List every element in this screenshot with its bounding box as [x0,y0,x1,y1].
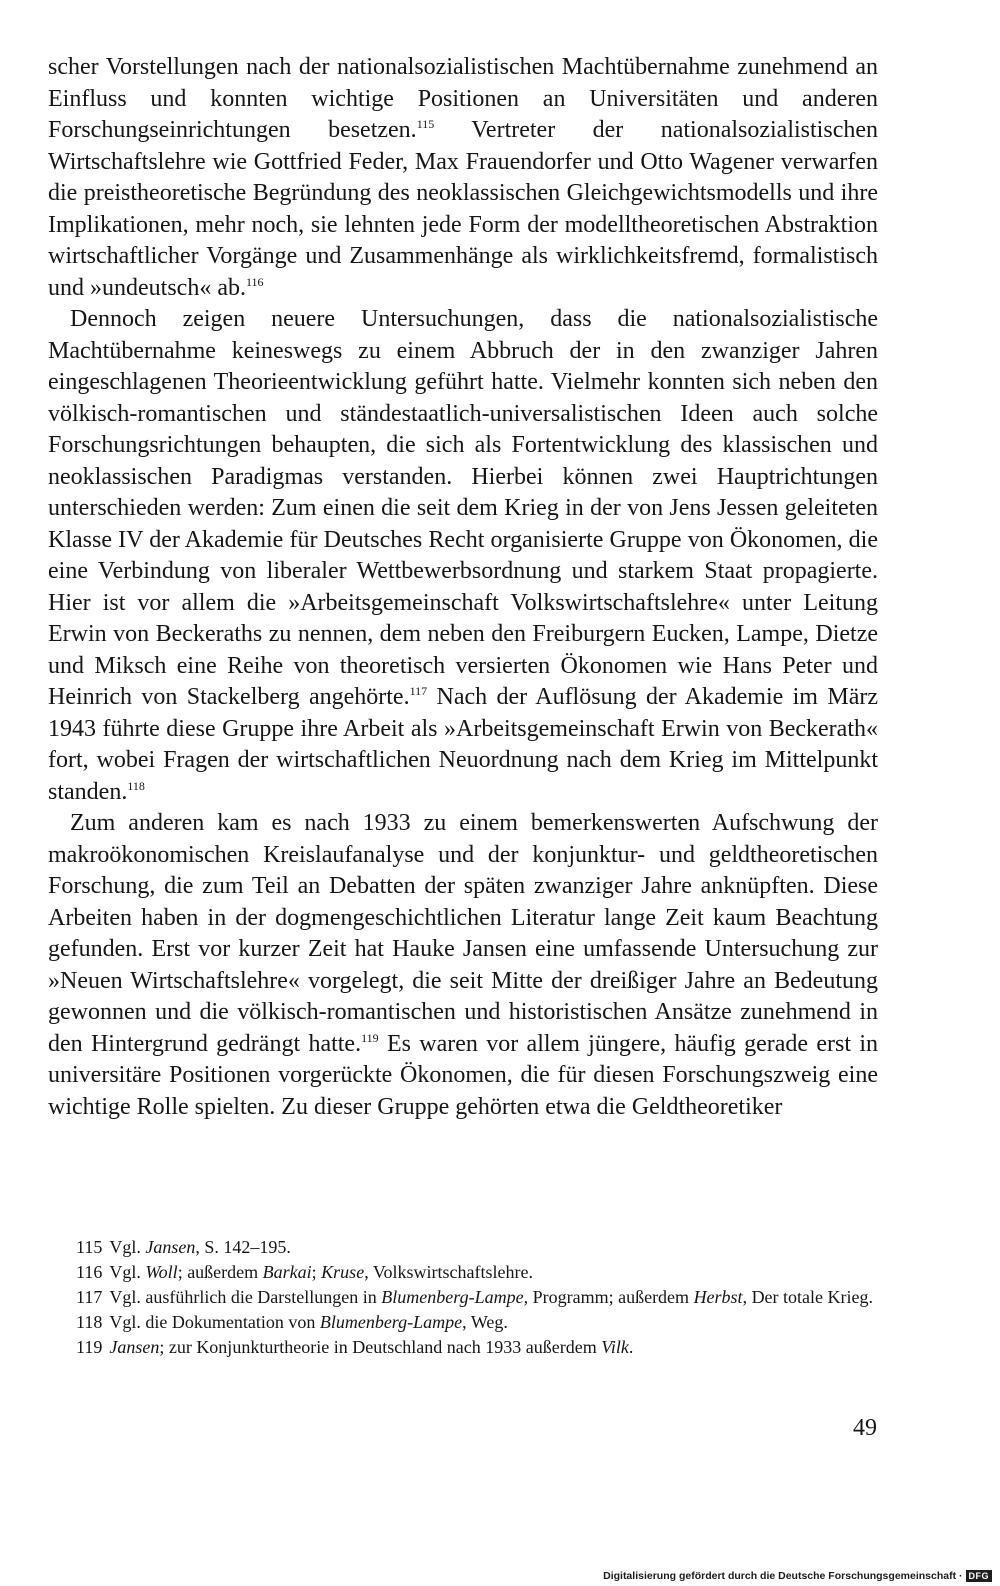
cited-author: Herbst [693,1287,743,1307]
footnote-text: , S. 142–195. [195,1237,291,1257]
footnote-text: Vgl. [109,1237,146,1257]
footnote-number: 117 [76,1287,103,1307]
footnote-text: ; außerdem [177,1262,263,1282]
cited-author: Jansen [109,1337,160,1357]
footnote [48,1235,878,1260]
footnote [48,1285,878,1310]
footnote-text: . [628,1337,634,1357]
paragraph [48,808,878,1123]
text-run: Nach der Auflösung der Akademie im März 1943 führte diese Gruppe ihre Arbeit als »Arbeitsgemeinschaft Erwin von Beckerath« fort, wobei Fragen der wirtschaftlichen Neuordnung nach dem Krieg im Mittelpunkt standen. [48,684,878,805]
paragraph [48,52,878,304]
cited-author: Blumenberg-Lampe [319,1312,463,1332]
footnote-text: , Programm; außerdem [523,1287,694,1307]
cited-author: Blumenberg-Lampe [381,1287,524,1307]
digitization-note [603,1569,992,1583]
footnote-number: 115 [76,1237,103,1257]
footnote-number: 118 [76,1312,103,1332]
text-run: Vertreter der nationalsozialistischen Wirtschaftslehre wie Gottfried Feder, Max Frauendorfer und Otto Wagener verwarfen die preistheoretische Begründung des neoklassischen Gleichgewichtsmodells und ihre Implikationen, mehr noch, sie lehnten jede Form der modelltheoretischen Abstraktion wirtschaftlicher Vorgänge und Zusammenhänge als wirklichkeitsfremd, formalistisch und »undeutsch« ab. [48,117,878,301]
dfg-logo: DFG [966,1570,993,1582]
footnote-ref: 119 [361,1030,379,1045]
footnote-text: , Volkswirtschaftslehre. [364,1262,533,1282]
footnotes [48,1235,878,1360]
page-number: 49 [853,1415,877,1441]
cited-author: Barkai [262,1262,312,1282]
footnote-text: Vgl. [109,1262,146,1282]
text-run: Zum anderen kam es nach 1933 zu einem bemerkenswerten Aufschwung der makroökonomischen Kreislaufanalyse und der konjunktur- und geldtheoretischen Forschung, die zum Teil an Debatten der späten zwanziger Jahre anknüpften. Diese Arbeiten haben in der dogmengeschichtlichen Literatur lange Zeit kaum Beachtung gefunden. Erst vor kurzer Zeit hat Hauke Jansen eine umfassende Untersuchung zur »Neuen Wirtschaftslehre« vorgelegt, die seit Mitte der dreißiger Jahre an Bedeutung gewonnen und die völkisch-romantischen und historistischen Ansätze zunehmend in den Hintergrund gedrängt hatte. [48,810,878,1057]
footnote-ref: 117 [409,684,428,698]
footnote-ref: 115 [416,117,435,131]
footnote-text: Vgl. ausführlich die Darstellungen in [109,1287,382,1307]
text-run: Dennoch zeigen neuere Untersuchungen, dass die nationalsozialistische Machtübernahme keineswegs zu einem Abbruch der in den zwanziger Jahren eingeschlagenen Theorieentwicklung geführt hatte. Vielmehr konnten sich neben den völkisch-romantischen und ständestaatlich-universalistischen Ideen auch solche Forschungsrichtungen behaupten, die sich als Fortentwicklung des klassischen und neoklassischen Paradigmas verstanden. Hierbei können zwei Hauptrichtungen unterschieden werden: Zum einen die seit dem Krieg in der von Jens Jessen geleiteten Klasse IV der Akademie für Deutsches Recht organisierte Gruppe von Ökonomen, die eine Verbindung von liberaler Wettbewerbsordnung und starkem Staat propagierte. Hier ist vor allem die »Arbeitsgemeinschaft Volkswirtschaftslehre« unter Leitung Erwin von Beckeraths zu nennen, dem neben den Freiburgern Eucken, Lampe, Dietze und Miksch eine Reihe von theoretisch versierten Ökonomen wie Hans Peter und Heinrich von Stackelberg angehörte. [48,306,878,710]
cited-author: Jansen [145,1237,196,1257]
text-run: Es waren vor allem jüngere, häufig gerade erst in universitäre Positionen vorgerückte Ökonomen, die für diesen Forschungszweig eine wichtige Rolle spielten. Zu dieser Gruppe gehörten etwa die Geldtheoretiker [48,1030,878,1120]
footnote-number: 119 [76,1337,103,1357]
footnote-text: ; zur Konjunkturtheorie in Deutschland nach 1933 außerdem [159,1337,602,1357]
footnote-text: , Der totale Krieg. [742,1287,874,1307]
footnote-text: Vgl. die Dokumentation von [109,1312,320,1332]
footnote-text: , Weg. [462,1312,508,1332]
footnote-ref: 116 [245,274,264,289]
digitization-note-text: Digitalisierung gefördert durch die Deutsche Forschungsgemeinschaft · [603,1570,963,1582]
paragraph [48,304,878,808]
body-text [48,52,878,1123]
footnote [48,1310,878,1335]
footnote [48,1260,878,1285]
text-run: scher Vorstellungen nach der nationalsozialistischen Machtübernahme zunehmend an Einfluss und konnten wichtige Positionen an Universitäten und anderen Forschungseinrichtungen besetzen. [48,54,878,143]
cited-author: Vilk [601,1337,629,1357]
cited-author: Woll [145,1262,178,1282]
footnote-ref: 118 [127,778,145,793]
footnote [48,1335,878,1360]
cited-author: Kruse [321,1262,365,1282]
footnote-number: 116 [76,1262,103,1282]
footnote-text: ; [311,1262,322,1282]
